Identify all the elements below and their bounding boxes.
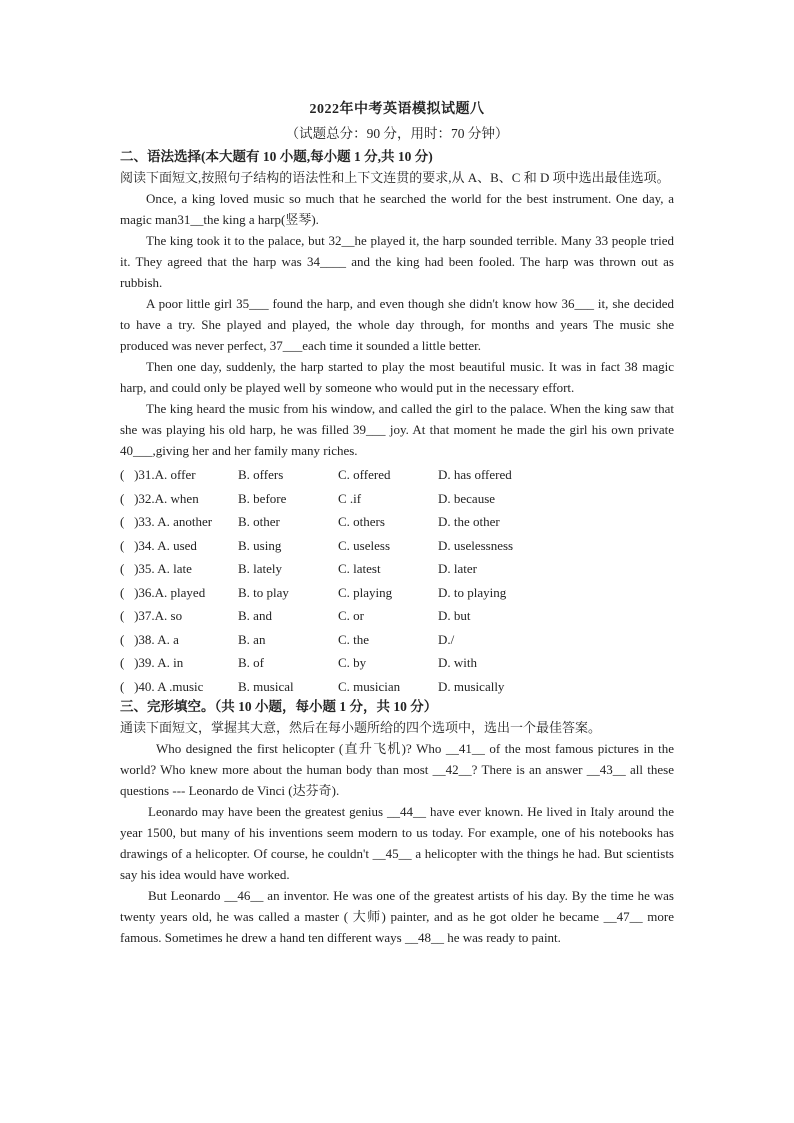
passage-paragraph: The king heard the music from his window, and called the girl to the palace. When the king saw that she was playing his old harp, he was filled 39___ joy. At that moment he made the girl his own private 40___,giving her and her family many riches.	[120, 401, 674, 458]
passage-paragraph: The king took it to the palace, but 32__he played it, the harp sounded terrible. Many 33 people tried it. They agreed that the harp was 34____ and the king had been fooled. The harp was thrown out as rubbish.	[120, 233, 674, 290]
question-row	[120, 628, 674, 652]
question-option-b[interactable]: B. and	[238, 608, 272, 624]
question-option-a[interactable]: ( )36.A. played	[120, 584, 206, 600]
question-option-c[interactable]: C. musician	[338, 678, 401, 694]
question-row	[120, 463, 674, 487]
section-instructions-grammar: 阅读下面短文,按照句子结构的语法性和上下文连贯的要求,从 A、B、C 和 D 项中选出最佳选项。	[120, 170, 670, 185]
question-option-a[interactable]: ( )34. A. used	[120, 537, 197, 553]
exam-content	[120, 146, 674, 948]
question-option-a[interactable]: ( )33. A. another	[120, 514, 213, 530]
passage-paragraph: Then one day, suddenly, the harp started to play the most beautiful music. It was in fact 38 magic harp, and could only be played well by someone who would put in the necessary effort.	[120, 359, 674, 395]
question-option-c[interactable]: C. playing	[338, 584, 393, 600]
question-option-d[interactable]: D. because	[438, 490, 496, 506]
passage-paragraph: Leonardo may have been the greatest genius __44__ have ever known. He lived in Italy around the year 1500, but many of his inventions seem modern to us today. For example, one of his notebooks has drawings of a helicopter. Of course, he couldn't __45__ a helicopter with the things he had. But scientists say his idea would have worked.	[120, 804, 674, 882]
question-option-b[interactable]: B. other	[238, 514, 280, 530]
question-option-a[interactable]: ( )39. A. in	[120, 655, 184, 671]
question-option-d[interactable]: D. has offered	[438, 467, 512, 483]
question-row	[120, 487, 674, 511]
question-row	[120, 675, 674, 699]
question-option-b[interactable]: B. offers	[238, 467, 284, 483]
page-subtitle: （试题总分：90 分，用时：70 分钟）	[285, 126, 509, 141]
passage-paragraph: A poor little girl 35___ found the harp, and even though she didn't know how 36___ it, she decided to have a try. She played and played, the whole day through, for months and years The music she produced was never perfect, 37___each time it sounded a little better.	[120, 296, 674, 353]
section-heading-grammar: 二、语法选择(本大题有 10 小题,每小题 1 分,共 10 分)	[120, 149, 433, 164]
question-option-c[interactable]: C. offered	[338, 467, 391, 483]
question-option-c[interactable]: C .if	[338, 490, 362, 506]
question-option-d[interactable]: D. with	[438, 655, 477, 671]
question-row	[120, 510, 674, 534]
question-option-b[interactable]: B. to play	[238, 584, 289, 600]
question-option-a[interactable]: ( )37.A. so	[120, 608, 183, 624]
question-option-b[interactable]: B. using	[238, 537, 282, 553]
question-option-b[interactable]: B. an	[238, 631, 266, 647]
question-option-b[interactable]: B. before	[238, 490, 287, 506]
question-option-b[interactable]: B. musical	[238, 678, 294, 694]
section-instructions-cloze: 通读下面短文，掌握其大意，然后在每小题所给的四个选项中，选出一个最佳答案。	[120, 720, 602, 735]
question-row	[120, 534, 674, 558]
question-option-d[interactable]: D. but	[438, 608, 471, 624]
page-title: 2022年中考英语模拟试题八	[309, 102, 485, 117]
question-option-a[interactable]: ( )40. A .music	[120, 678, 204, 694]
question-option-c[interactable]: C. others	[338, 514, 385, 530]
question-option-a[interactable]: ( )32.A. when	[120, 490, 199, 506]
question-option-c[interactable]: C. or	[338, 608, 364, 624]
question-row	[120, 604, 674, 628]
question-row	[120, 651, 674, 675]
section-heading-cloze: 三、完形填空。（共 10 小题，每小题 1 分，共 10 分）	[120, 699, 438, 714]
question-option-c[interactable]: C. latest	[338, 561, 381, 577]
question-option-b[interactable]: B. lately	[238, 561, 283, 577]
options-list	[120, 463, 674, 698]
passage-paragraph: Who designed the first helicopter (直升飞机)? Who __41__ of the most famous pictures in the world? Who knew more about the human body than most __42__? There is an answer __43__ all these questions --- Leonardo de Vinci (达芬奇).	[120, 741, 674, 798]
question-option-c[interactable]: C. useless	[338, 537, 390, 553]
passage-paragraph: But Leonardo __46__ an inventor. He was one of the greatest artists of his day. By the time he was twenty years old, he was called a master ( 大师) painter, and as he got older he became __47__ more famous. Sometimes he drew a hand ten different ways __48__ he was ready to paint.	[120, 888, 674, 945]
question-option-a[interactable]: ( )38. A. a	[120, 631, 179, 647]
question-option-d[interactable]: D. uselessness	[438, 537, 514, 553]
question-option-d[interactable]: D. the other	[438, 514, 500, 530]
question-option-d[interactable]: D. later	[438, 561, 477, 577]
question-row	[120, 557, 674, 581]
question-option-a[interactable]: ( )31.A. offer	[120, 467, 196, 483]
question-option-b[interactable]: B. of	[238, 655, 264, 671]
question-option-d[interactable]: D./	[438, 631, 455, 647]
question-option-d[interactable]: D. musically	[438, 678, 505, 694]
passage-paragraph: Once, a king loved music so much that he searched the world for the best instrument. One day, a magic man31__the king a harp(竖琴).	[120, 191, 674, 227]
question-option-d[interactable]: D. to playing	[438, 584, 507, 600]
question-option-a[interactable]: ( )35. A. late	[120, 561, 192, 577]
question-option-c[interactable]: C. by	[338, 655, 367, 671]
question-option-c[interactable]: C. the	[338, 631, 370, 647]
question-row	[120, 581, 674, 605]
